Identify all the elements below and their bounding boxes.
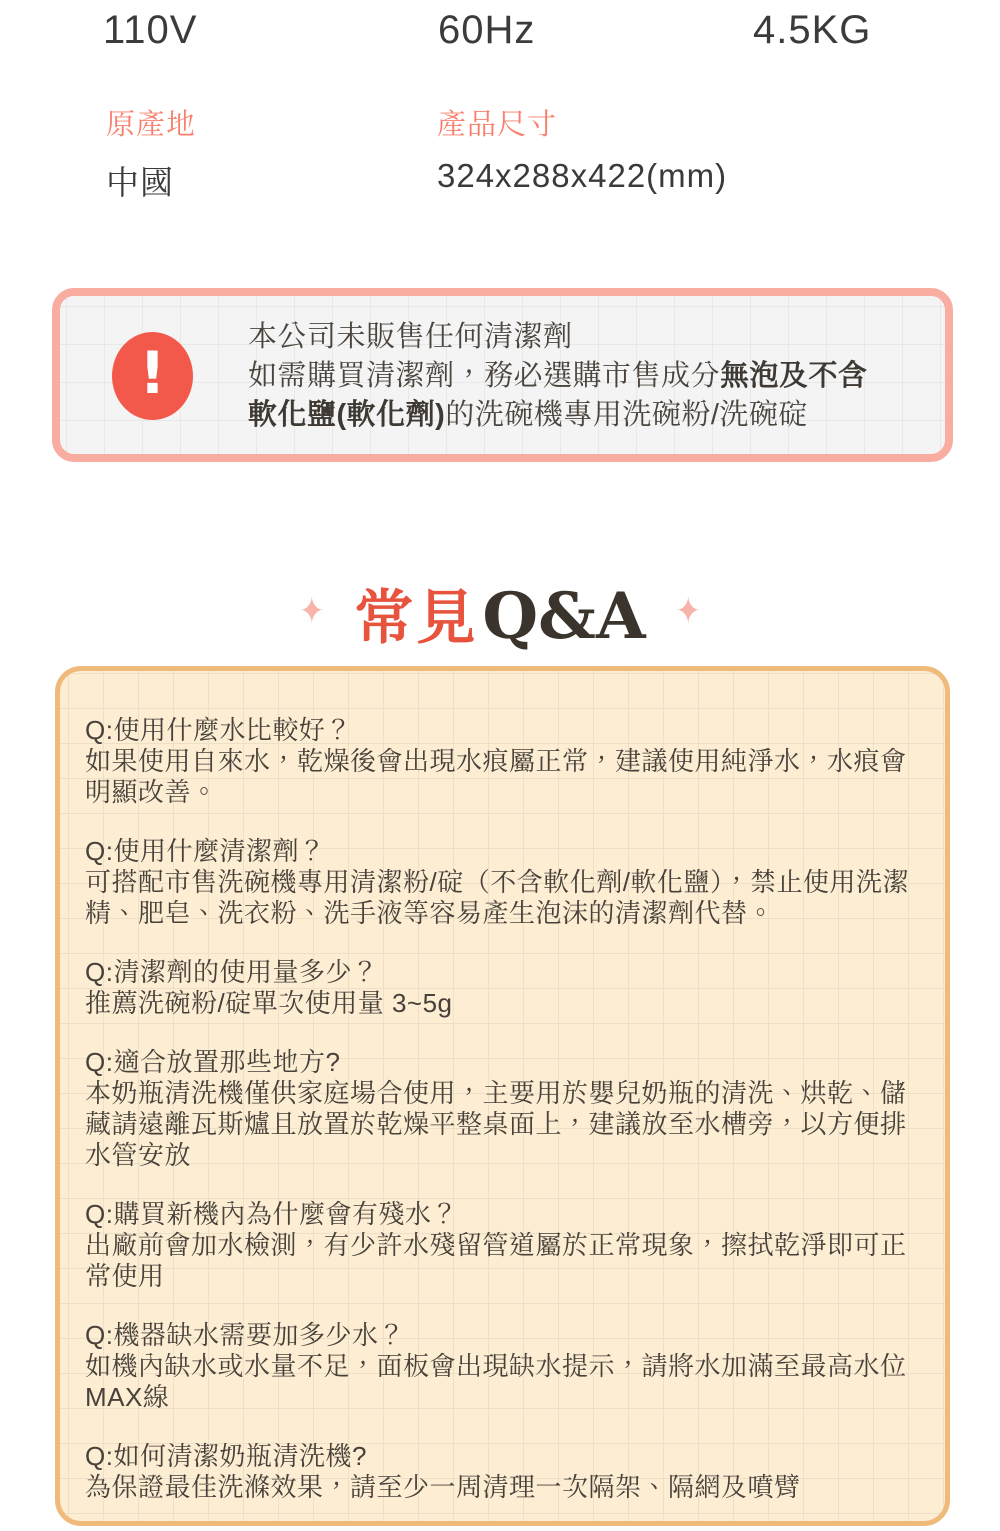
qa-answer: 出廠前會加水檢測，有少許水殘留管道屬於正常現象，擦拭乾淨即可正常使用 [85, 1230, 907, 1291]
spec-frequency-value: 60Hz [438, 8, 536, 52]
qa-item [85, 836, 910, 929]
qa-answer: 推薦洗碗粉/碇單次使用量 3~5g [85, 988, 453, 1018]
qa-answer: 如機內缺水或水量不足，面板會出現缺水提示，請將水加滿至最高水位MAX線 [85, 1351, 907, 1412]
spec-dimensions-value: 324x288x422(mm) [437, 157, 728, 194]
sparkle-diamond-icon: ✦ [675, 590, 701, 632]
qa-answer: 本奶瓶清洗機僅供家庭場合使用，主要用於嬰兒奶瓶的清洗、烘乾、儲藏請遠離瓦斯爐且放置於乾燥平整桌面上，建議放至水槽旁，以方便排水管安放 [85, 1078, 907, 1170]
qa-question: Q:機器缺水需要加多少水？ [85, 1320, 405, 1350]
spec-origin-value: 中國 [106, 164, 174, 201]
spec-origin-label: 原產地 [106, 109, 197, 141]
qa-heading-title [354, 570, 645, 655]
qa-heading-highlight: 常見 [354, 584, 479, 651]
qa-box [55, 666, 950, 1526]
qa-question: Q:購買新機內為什麼會有殘水？ [85, 1199, 458, 1229]
notice-line-2: 如需購買清潔劑，務必選購市售成分無泡及不含 [248, 360, 868, 392]
exclamation-icon: ! [112, 332, 193, 420]
qa-question: Q:適合放置那些地方? [85, 1047, 341, 1077]
notice-line-3: 軟化鹽(軟化劑)的洗碗機專用洗碗粉/洗碗碇 [248, 399, 808, 431]
qa-question: Q:使用什麼水比較好？ [85, 715, 352, 745]
qa-question: Q:如何清潔奶瓶清洗機? [85, 1441, 367, 1471]
qa-section-heading [0, 576, 1000, 654]
qa-item [85, 715, 910, 808]
qa-item [85, 1047, 910, 1171]
qa-heading-rest: Q&A [482, 578, 646, 654]
qa-item [85, 1199, 910, 1292]
qa-item [85, 1441, 910, 1503]
spec-voltage-value: 110V [103, 8, 198, 52]
qa-list [60, 671, 945, 1531]
qa-answer: 可搭配市售洗碗機專用清潔粉/碇（不含軟化劑/軟化鹽），禁止使用洗潔精、肥皂、洗衣粉、洗手液等容易產生泡沫的清潔劑代替。 [85, 867, 909, 928]
qa-answer: 如果使用自來水，乾燥後會出現水痕屬正常，建議使用純淨水，水痕會明顯改善。 [85, 746, 907, 807]
notice-text [248, 318, 868, 435]
qa-question: Q:使用什麼清潔劑？ [85, 836, 326, 866]
detergent-notice-box [52, 288, 953, 462]
qa-item [85, 957, 910, 1019]
qa-answer: 為保證最佳洗滌效果，請至少一周清理一次隔架、隔網及噴臂 [85, 1472, 801, 1502]
qa-item [85, 1320, 910, 1413]
qa-question: Q:清潔劑的使用量多少？ [85, 957, 379, 987]
notice-line-1: 本公司未販售任何清潔劑 [248, 321, 573, 353]
spec-dimensions-label: 產品尺寸 [437, 109, 558, 141]
spec-weight-value: 4.5KG [753, 8, 872, 52]
sparkle-diamond-icon: ✦ [299, 590, 325, 632]
